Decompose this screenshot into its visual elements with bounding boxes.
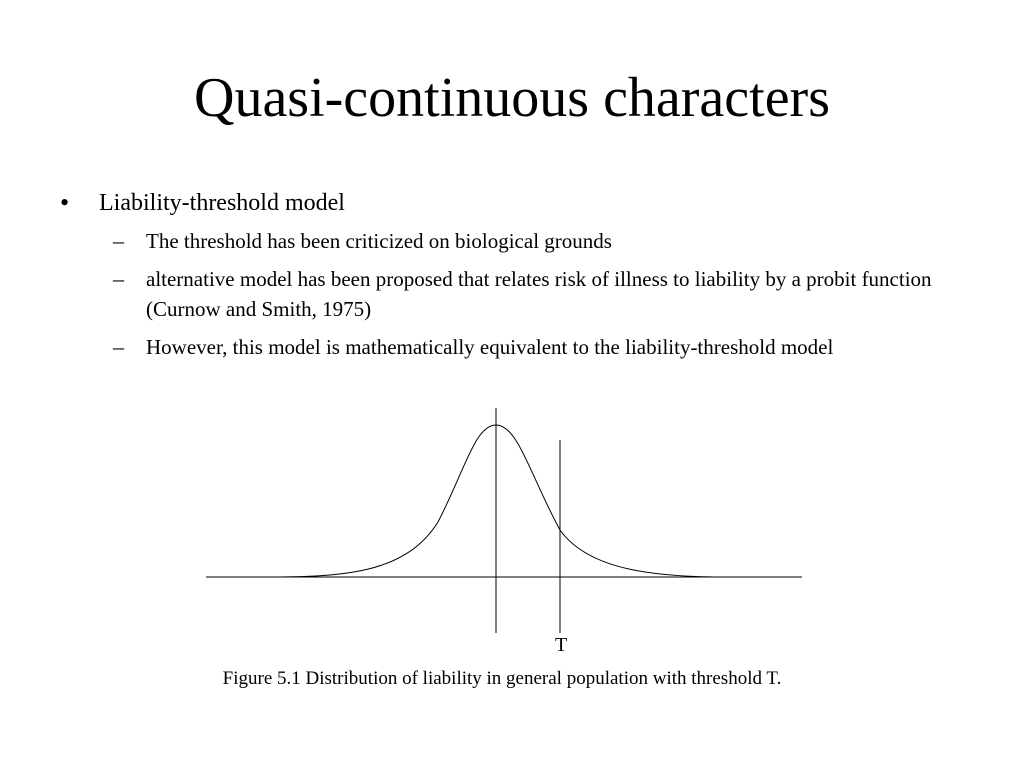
bullet-marker: • — [60, 188, 70, 217]
bullet-text: Liability-threshold model — [99, 190, 345, 216]
distribution-diagram — [150, 400, 870, 660]
sub-bullet-text: However, this model is mathematically equivalent to the liability-threshold model — [146, 335, 834, 359]
sub-bullet-text: The threshold has been criticized on biological grounds — [146, 229, 612, 253]
sub-bullet-marker: – — [113, 228, 124, 253]
bullet-item — [0, 186, 1024, 220]
sub-bullet-text: alternative model has been proposed that relates risk of illness to liability by a probit function (Curnow and Smith, 1975) — [146, 267, 932, 321]
liability-figure — [150, 400, 870, 700]
sub-bullet-marker: – — [113, 266, 124, 291]
sub-bullet-marker: – — [113, 334, 124, 359]
threshold-label: T — [555, 634, 568, 656]
slide-title: Quasi-continuous characters — [194, 67, 830, 129]
figure-caption: Figure 5.1 Distribution of liability in general population with threshold T. — [222, 668, 782, 689]
